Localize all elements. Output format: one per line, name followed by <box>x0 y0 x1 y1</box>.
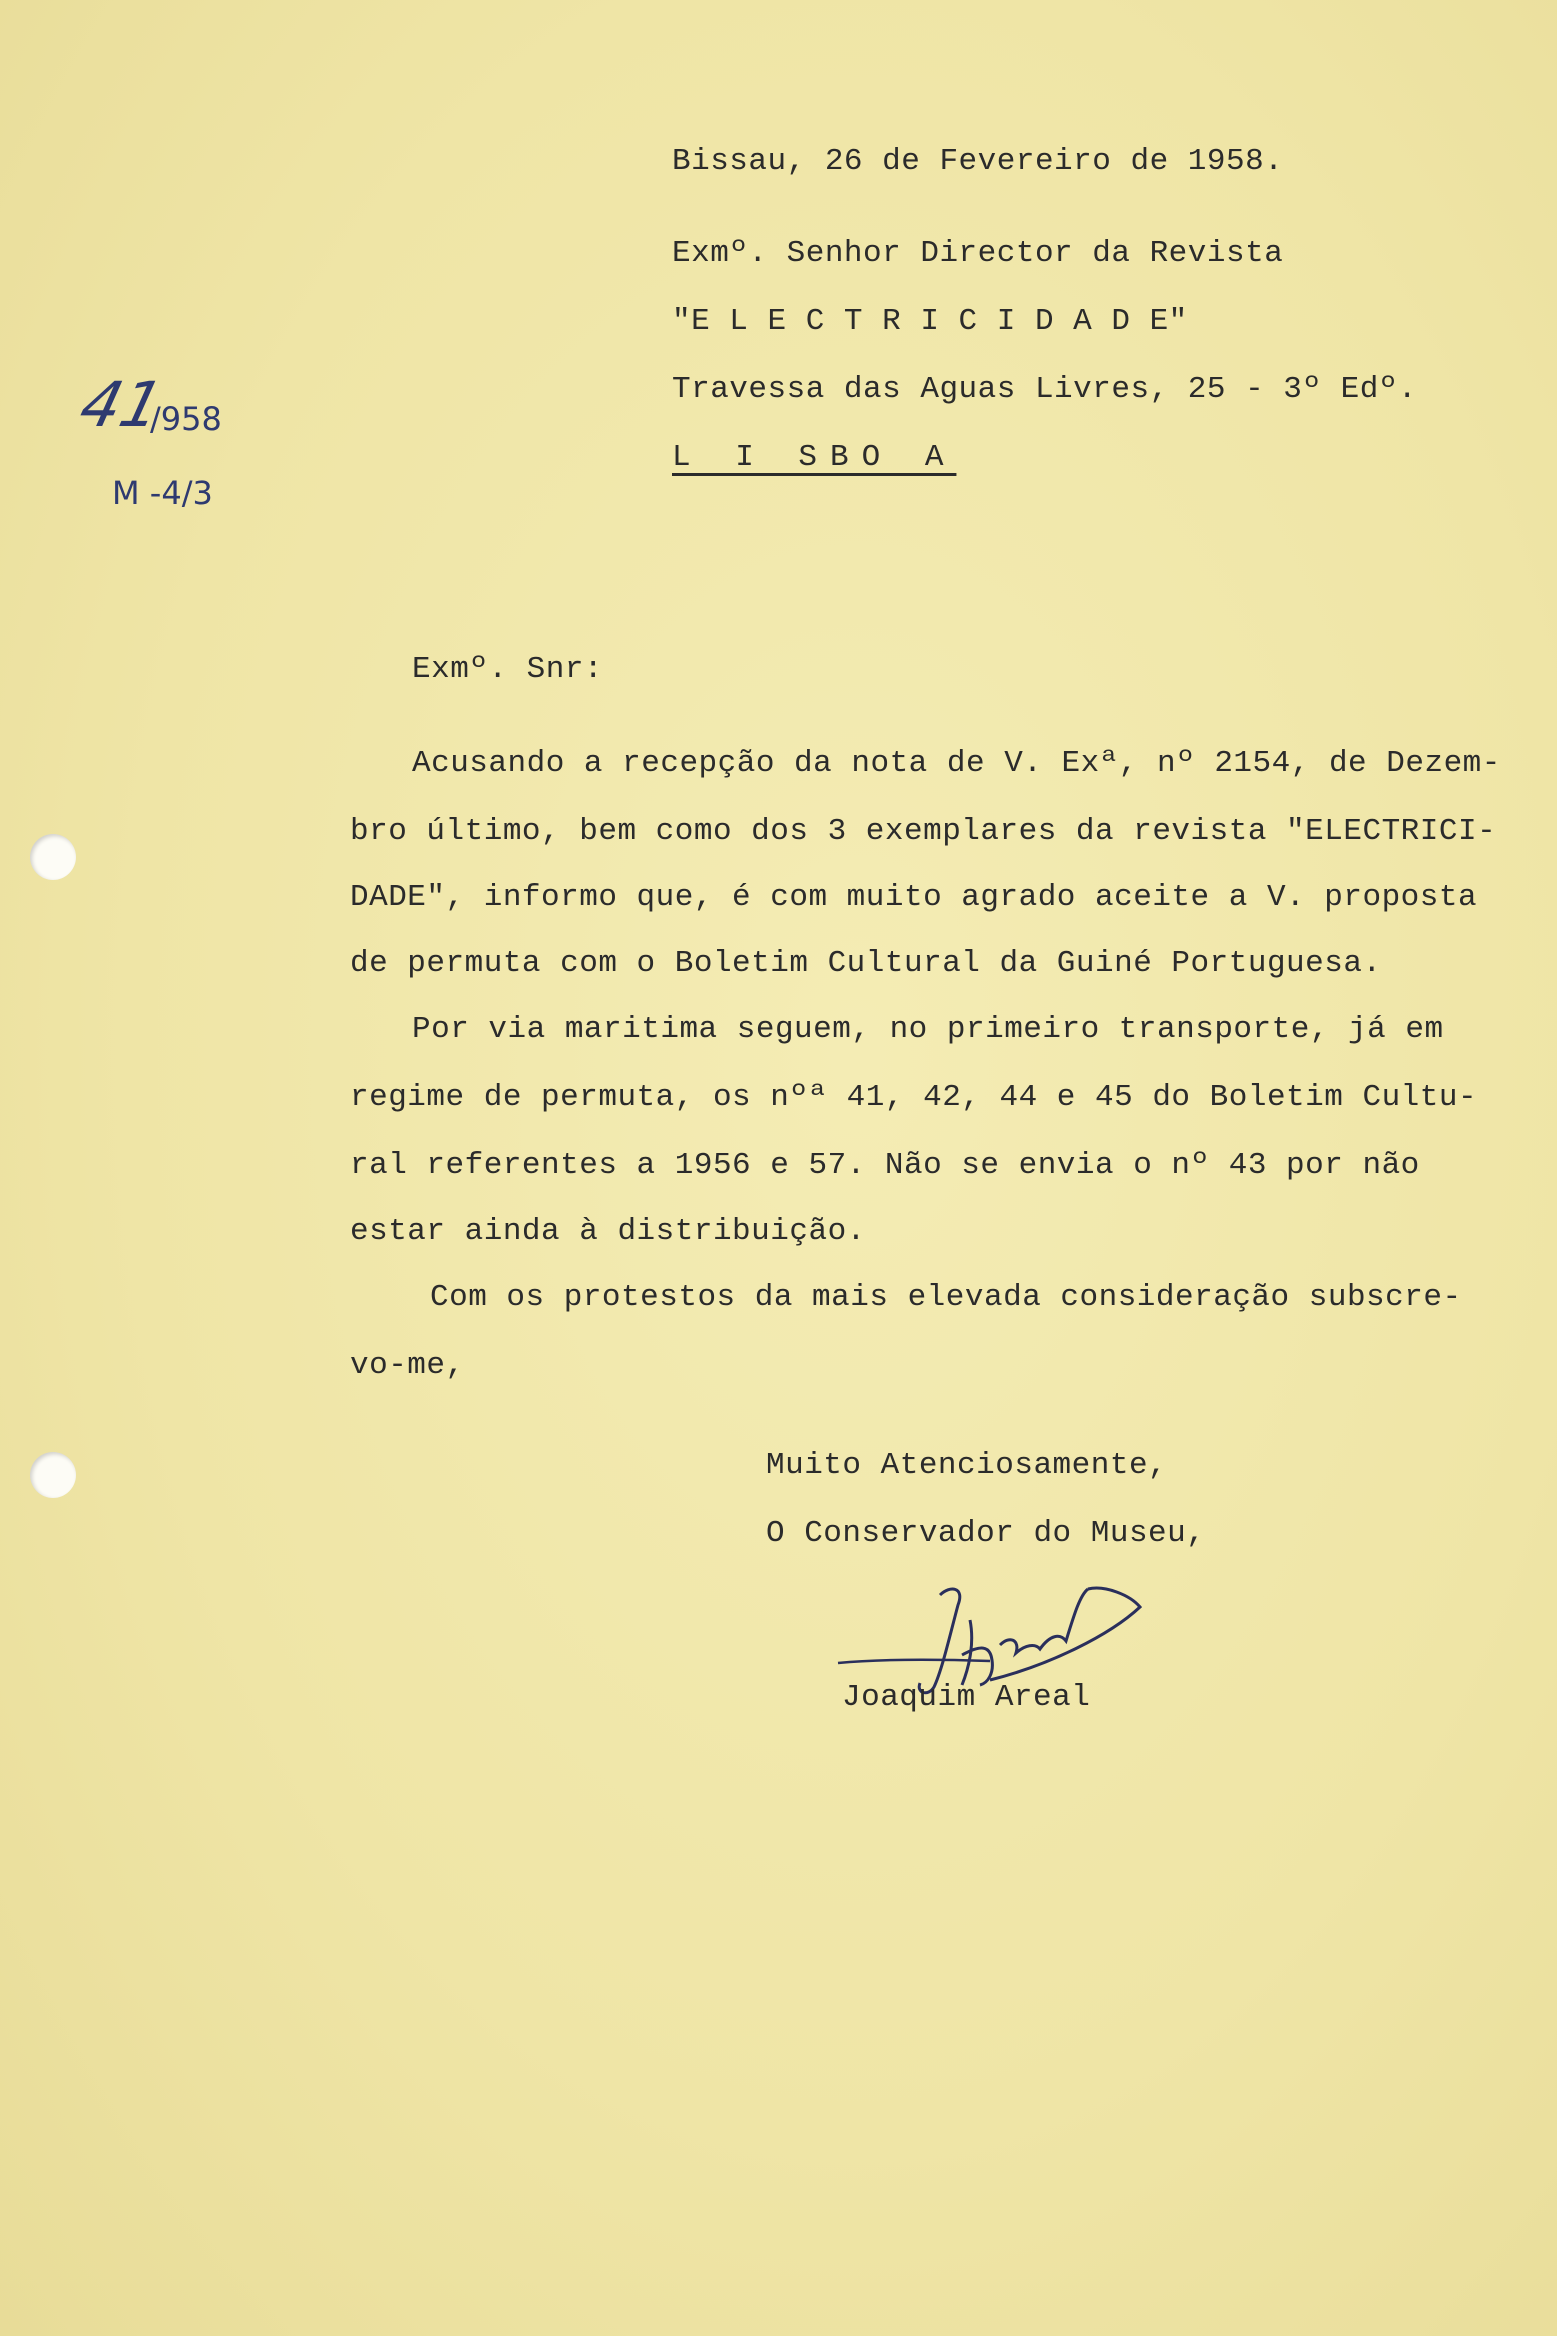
punch-hole-bottom <box>30 1452 76 1498</box>
body-line-7: ral referentes a 1956 e 57. Não se envia o nº 43 por não <box>350 1148 1420 1183</box>
margin-note-year: /958 <box>150 400 222 438</box>
body-line-2: bro último, bem como dos 3 exemplares da revista "ELECTRICI- <box>350 814 1497 849</box>
body-line-10: vo-me, <box>350 1348 465 1383</box>
body-line-3: DADE", informo que, é com muito agrado aceite a V. proposta <box>350 880 1478 915</box>
recipient-line-3: Travessa das Aguas Livres, 25 - 3º Edº. <box>672 372 1418 407</box>
closing-line-1: Muito Atenciosamente, <box>766 1448 1168 1483</box>
margin-note-number: 41 <box>72 368 171 441</box>
punch-hole-top <box>30 834 76 880</box>
signature-name: Joaquim Areal <box>842 1680 1091 1715</box>
body-line-6: regime de permuta, os nºª 41, 42, 44 e 45 do Boletim Cultu- <box>350 1080 1478 1115</box>
body-line-5: Por via maritima seguem, no primeiro transporte, já em <box>412 1012 1444 1047</box>
body-line-1: Acusando a recepção da nota de V. Exª, nº 2154, de Dezem- <box>412 746 1501 781</box>
recipient-city: L I SBO A <box>672 440 957 475</box>
closing-line-2: O Conservador do Museu, <box>766 1516 1206 1551</box>
margin-note-ref: M -4/3 <box>112 474 213 512</box>
recipient-line-1: Exmº. Senhor Director da Revista <box>672 236 1284 271</box>
place-date: Bissau, 26 de Fevereiro de 1958. <box>672 144 1284 179</box>
body-line-9: Com os protestos da mais elevada consideração subscre- <box>430 1280 1462 1315</box>
salutation: Exmº. Snr: <box>412 652 604 687</box>
recipient-line-2: "E L E C T R I C I D A D E" <box>672 304 1188 339</box>
body-line-4: de permuta com o Boletim Cultural da Guiné Portuguesa. <box>350 946 1382 981</box>
body-line-8: estar ainda à distribuição. <box>350 1214 866 1249</box>
